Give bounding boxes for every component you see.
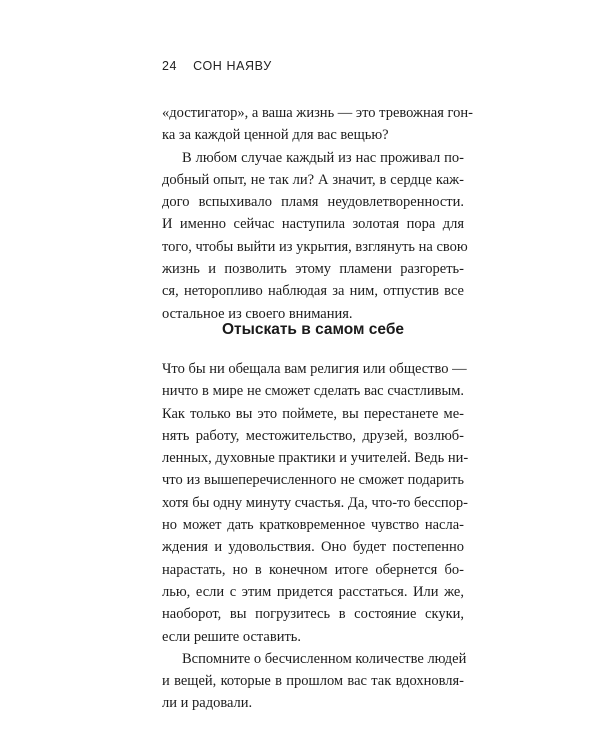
text-line: Как только вы это поймете, вы перестанете ме-	[162, 405, 464, 422]
text-line: нять работу, местожительство, друзей, возлюб-	[162, 427, 464, 444]
running-header	[162, 59, 272, 73]
text-line: ничто в мире не сможет сделать вас счастливым.	[162, 383, 464, 400]
section-heading: Отыскать в самом себе	[221, 321, 405, 338]
text-line: Что бы ни обещала вам религия или общество —	[162, 361, 467, 377]
text-line: что из вышеперечисленного не сможет подарить	[162, 472, 464, 489]
text-line: ся, неторопливо наблюдая за ним, отпустив все	[162, 283, 464, 300]
text-line: хотя бы одну минуту счастья. Да, что-то бесспор-	[162, 494, 468, 511]
text-line: И именно сейчас наступила золотая пора для	[162, 216, 464, 233]
text-line: если решите оставить.	[162, 628, 302, 645]
text-line: ка за каждой ценной для вас вещью?	[162, 127, 389, 144]
body-text-section-2	[162, 358, 469, 715]
text-line: В любом случае каждый из нас проживал по-	[182, 149, 464, 166]
text-line: но может дать кратковременное чувство насла-	[162, 517, 464, 534]
text-line: ленных, духовные практики и учителей. Ведь ни-	[162, 450, 469, 467]
text-line: Вспомните о бесчисленном количестве людей	[182, 650, 467, 667]
text-line: «достигатор», а ваша жизнь — это тревожная гон-	[162, 105, 473, 121]
body-text-section-1	[162, 102, 473, 325]
text-line: нарастать, но в конечном итоге обернется бо-	[162, 561, 464, 578]
text-line: ждения и удовольствия. Оно будет постепенно	[162, 539, 464, 556]
text-line: ли и радовали.	[162, 695, 253, 712]
text-line: дого вспыхивало пламя неудовлетворенности.	[162, 194, 464, 211]
page-number: 24	[162, 59, 178, 73]
text-line: и вещей, которые в прошлом вас так вдохновля-	[162, 673, 464, 690]
text-line: того, чтобы выйти из укрытия, взглянуть на свою	[162, 238, 468, 255]
text-line: лью, если с этим придется расстаться. Или же,	[162, 583, 464, 600]
text-line: остальное из своего внимания.	[162, 305, 353, 322]
text-line: жизнь и позволить этому пламени разгореть-	[162, 261, 464, 278]
text-line: добный опыт, не так ли? А значит, в сердце каж-	[162, 171, 464, 188]
text-line: наоборот, вы погрузитесь в состояние скуки,	[162, 606, 464, 623]
running-title: СОН НАЯВУ	[193, 59, 272, 73]
